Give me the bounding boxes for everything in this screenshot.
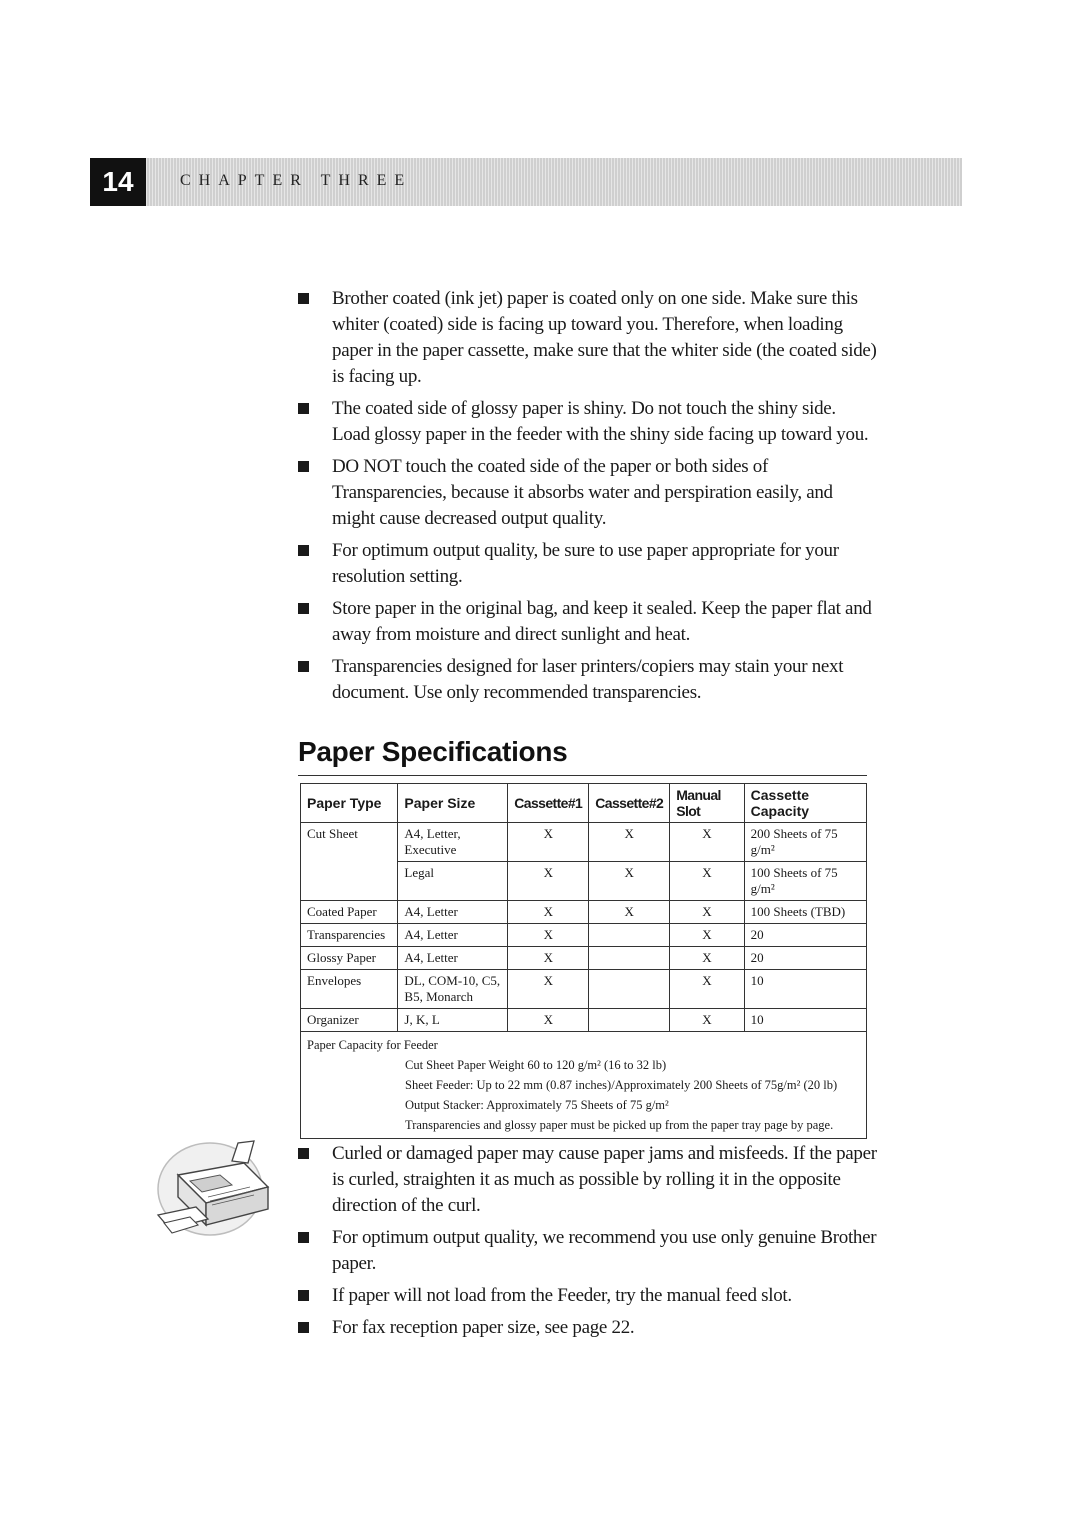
cell-cassette1: X: [508, 862, 589, 901]
list-item: DO NOT touch the coated side of the paper or both sides of Transparencies, because it absorbs water and perspiration easily, and might cause decreased output quality.: [298, 454, 878, 532]
tips-list-top: [298, 286, 878, 712]
cell-manual-slot: X: [670, 924, 744, 947]
bullet-icon: [298, 461, 309, 472]
cell-paper-type: Glossy Paper: [301, 947, 398, 970]
bullet-icon: [298, 1322, 309, 1333]
cell-capacity: 200 Sheets of 75 g/m²: [744, 823, 866, 862]
cell-paper-type: Coated Paper: [301, 901, 398, 924]
cell-cassette2: X: [589, 862, 670, 901]
bullet-icon: [298, 1290, 309, 1301]
cell-paper-size: A4, Letter: [398, 924, 508, 947]
cell-cassette1: X: [508, 970, 589, 1009]
cell-manual-slot: X: [670, 901, 744, 924]
table-row: [301, 823, 867, 862]
page-number: 14: [90, 158, 146, 206]
cell-capacity: 20: [744, 947, 866, 970]
feeder-note-line: Sheet Feeder: Up to 22 mm (0.87 inches)/Approximately 200 Sheets of 75g/m² (20 lb): [405, 1078, 838, 1092]
cell-cassette2: [589, 1009, 670, 1032]
cell-paper-type: Transparencies: [301, 924, 398, 947]
bullet-icon: [298, 403, 309, 414]
cell-capacity: 20: [744, 924, 866, 947]
list-item: Curled or damaged paper may cause paper jams and misfeeds. If the paper is curled, straighten it as much as possible by rolling it in the opposite direction of the curl.: [298, 1141, 878, 1219]
list-item: For fax reception paper size, see page 22.: [298, 1315, 878, 1341]
cell-cassette2: X: [589, 823, 670, 862]
bullet-icon: [298, 661, 309, 672]
feeder-note-line: Cut Sheet Paper Weight 60 to 120 g/m² (16 to 32 lb): [405, 1058, 667, 1072]
bullet-icon: [298, 1148, 309, 1159]
cell-cassette2: X: [589, 901, 670, 924]
table-row: [301, 924, 867, 947]
cell-cassette1: X: [508, 901, 589, 924]
feeder-capacity-title: Paper Capacity for Feeder: [307, 1038, 438, 1052]
list-item: The coated side of glossy paper is shiny. Do not touch the shiny side. Load glossy paper in the feeder with the shiny side facing up toward you.: [298, 396, 878, 448]
table-row: [301, 1009, 867, 1032]
col-header-cassette1: Cassette#1: [508, 784, 589, 823]
cell-paper-size: DL, COM-10, C5, B5, Monarch: [398, 970, 508, 1009]
table-row: [301, 901, 867, 924]
list-item: For optimum output quality, we recommend you use only genuine Brother paper.: [298, 1225, 878, 1277]
cell-cassette2: [589, 947, 670, 970]
list-item: If paper will not load from the Feeder, try the manual feed slot.: [298, 1283, 878, 1309]
chapter-header-band: [90, 158, 962, 206]
col-header-paper-size: Paper Size: [398, 784, 508, 823]
bullet-icon: [298, 1232, 309, 1243]
table-row: [301, 970, 867, 1009]
bullet-icon: [298, 603, 309, 614]
col-header-paper-type: Paper Type: [301, 784, 398, 823]
feeder-capacity-row: [301, 1032, 867, 1139]
cell-cassette1: X: [508, 823, 589, 862]
cell-paper-type: Organizer: [301, 1009, 398, 1032]
tips-list-bottom: [298, 1141, 878, 1347]
table-row: [301, 947, 867, 970]
list-item: Brother coated (ink jet) paper is coated only on one side. Make sure this whiter (coated) side is facing up toward you. Therefore, when loading paper in the paper cassette, make sure that the whiter side (the coated side) is facing up.: [298, 286, 878, 390]
cell-manual-slot: X: [670, 862, 744, 901]
cell-paper-size: J, K, L: [398, 1009, 508, 1032]
col-header-cassette2: Cassette#2: [589, 784, 670, 823]
cell-manual-slot: X: [670, 1009, 744, 1032]
cell-paper-size: Legal: [398, 862, 508, 901]
cell-manual-slot: X: [670, 970, 744, 1009]
feeder-note-line: Transparencies and glossy paper must be picked up from the paper tray page by page.: [405, 1118, 834, 1132]
col-header-manual-slot: Manual Slot: [670, 784, 744, 823]
cell-capacity: 100 Sheets of 75 g/m²: [744, 862, 866, 901]
cell-cassette2: [589, 970, 670, 1009]
list-item: Store paper in the original bag, and keep it sealed. Keep the paper flat and away from moisture and direct sunlight and heat.: [298, 596, 878, 648]
cell-cassette2: [589, 924, 670, 947]
table-header-row: [301, 784, 867, 823]
cell-paper-size: A4, Letter: [398, 901, 508, 924]
cell-paper-size: A4, Letter, Executive: [398, 823, 508, 862]
cell-paper-type: Cut Sheet: [301, 823, 398, 901]
bullet-icon: [298, 293, 309, 304]
cell-manual-slot: X: [670, 947, 744, 970]
feeder-note-line: Output Stacker: Approximately 75 Sheets of 75 g/m²: [405, 1098, 669, 1112]
feeder-capacity-note: [301, 1032, 867, 1139]
list-item: For optimum output quality, be sure to use paper appropriate for your resolution setting.: [298, 538, 878, 590]
cell-capacity: 10: [744, 970, 866, 1009]
fax-machine-illustration: [150, 1137, 290, 1241]
title-rule: [298, 775, 867, 776]
cell-paper-size: A4, Letter: [398, 947, 508, 970]
cell-cassette1: X: [508, 1009, 589, 1032]
cell-cassette1: X: [508, 947, 589, 970]
cell-paper-type: Envelopes: [301, 970, 398, 1009]
col-header-cassette-capacity: Cassette Capacity: [744, 784, 866, 823]
cell-capacity: 100 Sheets (TBD): [744, 901, 866, 924]
paper-spec-table: [300, 783, 867, 1139]
section-title: Paper Specifications: [298, 736, 568, 767]
cell-manual-slot: X: [670, 823, 744, 862]
bullet-icon: [298, 545, 309, 556]
cell-capacity: 10: [744, 1009, 866, 1032]
list-item: Transparencies designed for laser printers/copiers may stain your next document. Use only recommended transparencies.: [298, 654, 878, 706]
cell-cassette1: X: [508, 924, 589, 947]
chapter-label: CHAPTER THREE: [180, 172, 413, 189]
